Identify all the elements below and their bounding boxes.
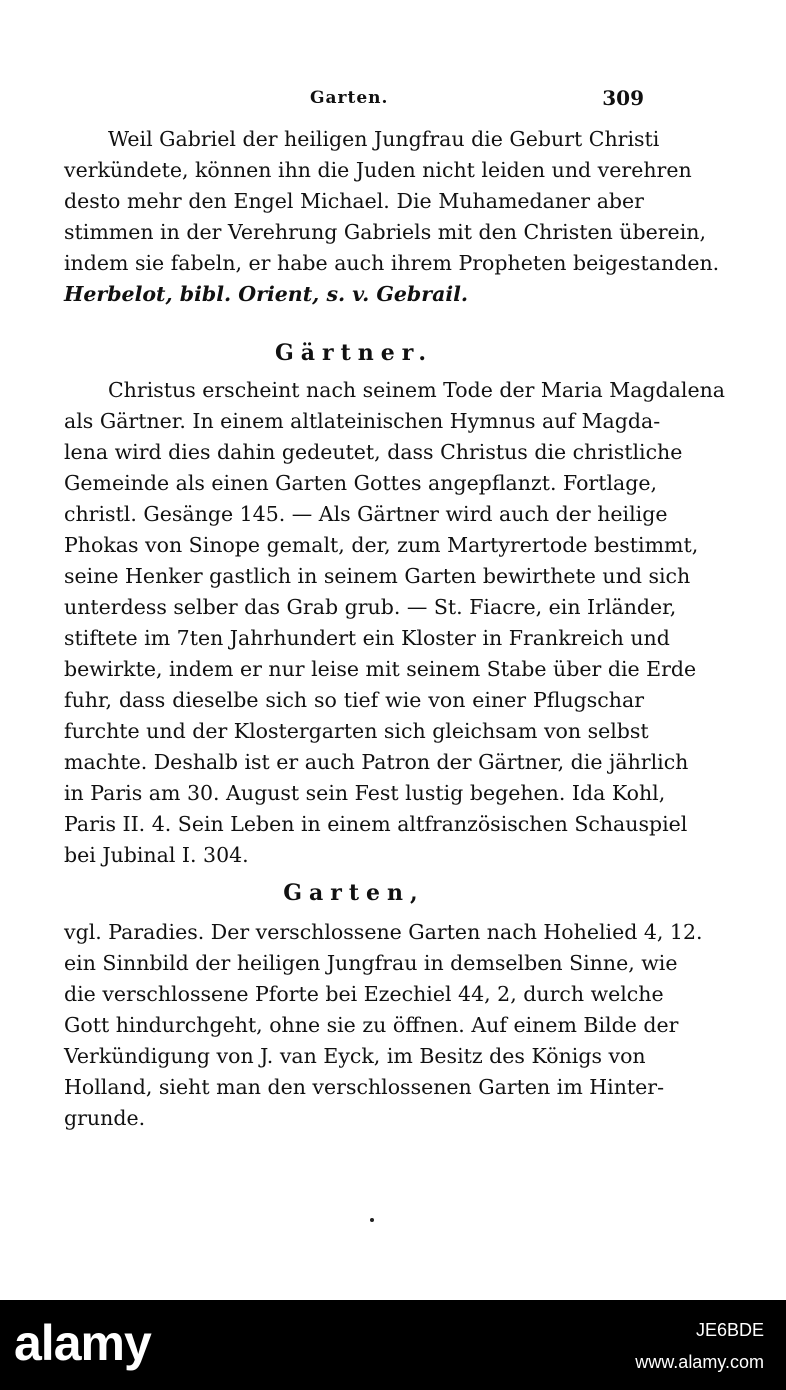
text-line: die verschlossene Pforte bei Ezechiel 44, 2, durch welche bbox=[64, 982, 664, 1006]
text-line: fuhr, dass dieselbe sich so tief wie von einer Pflugschar bbox=[64, 688, 644, 712]
stock-url: www.alamy.com bbox=[635, 1352, 764, 1372]
text-line: bei Jubinal I. 304. bbox=[64, 843, 249, 867]
text-line: desto mehr den Engel Michael. Die Muhamedaner aber bbox=[64, 189, 644, 213]
text-line: Gott hindurchgeht, ohne sie zu öffnen. Auf einem Bilde der bbox=[64, 1013, 679, 1037]
text-line: lena wird dies dahin gedeutet, dass Christus die christliche bbox=[64, 440, 683, 464]
text-line: verkündete, können ihn die Juden nicht leiden und verehren bbox=[64, 158, 692, 182]
print-speck bbox=[370, 1218, 374, 1222]
text-line: grunde. bbox=[64, 1106, 146, 1130]
intro-paragraph bbox=[64, 124, 720, 310]
text-line: unterdess selber das Grab grub. — St. Fiacre, ein Irländer, bbox=[64, 595, 677, 619]
text-line: Weil Gabriel der heiligen Jungfrau die Geburt Christi bbox=[108, 127, 660, 151]
section-heading-garten: Garten, bbox=[283, 880, 425, 906]
text-line: christl. Gesänge 145. — Als Gärtner wird auch der heilige bbox=[64, 502, 668, 526]
gaertner-paragraph bbox=[64, 375, 726, 871]
citation-line: Herbelot, bibl. Orient, s. v. Gebrail. bbox=[64, 282, 469, 306]
text-line: furchte und der Klostergarten sich gleichsam von selbst bbox=[64, 719, 649, 743]
stock-image-id: JE6BDE bbox=[695, 1320, 764, 1340]
text-line: Verkündigung von J. van Eyck, im Besitz des Königs von bbox=[64, 1044, 646, 1068]
text-line: indem sie fabeln, er habe auch ihrem Propheten beigestanden. bbox=[64, 251, 720, 275]
text-line: ein Sinnbild der heiligen Jungfrau in demselben Sinne, wie bbox=[64, 951, 678, 975]
text-line: stiftete im 7ten Jahrhundert ein Kloster in Frankreich und bbox=[64, 626, 670, 650]
text-line: Holland, sieht man den verschlossenen Garten im Hinter- bbox=[64, 1075, 665, 1099]
text-line: stimmen in der Verehrung Gabriels mit den Christen überein, bbox=[64, 220, 706, 244]
text-line: bewirkte, indem er nur leise mit seinem Stabe über die Erde bbox=[64, 657, 697, 681]
text-line: in Paris am 30. August sein Fest lustig begehen. Ida Kohl, bbox=[64, 781, 666, 805]
text-line: Paris II. 4. Sein Leben in einem altfranzösischen Schauspiel bbox=[64, 812, 688, 836]
text-line: Christus erscheint nach seinem Tode der Maria Magdalena bbox=[108, 378, 726, 402]
page-number: 309 bbox=[602, 86, 644, 110]
text-line: als Gärtner. In einem altlateinischen Hymnus auf Magda- bbox=[64, 409, 661, 433]
text-line: Phokas von Sinope gemalt, der, zum Martyrertode bestimmt, bbox=[64, 533, 699, 557]
text-line: machte. Deshalb ist er auch Patron der Gärtner, die jährlich bbox=[64, 750, 689, 774]
garten-paragraph bbox=[64, 917, 703, 1134]
running-title: Garten. bbox=[310, 88, 389, 108]
text-line: vgl. Paradies. Der verschlossene Garten nach Hohelied 4, 12. bbox=[64, 920, 703, 944]
stock-logo: alamy bbox=[14, 1315, 151, 1371]
stock-watermark-bar bbox=[0, 1300, 786, 1390]
running-head bbox=[64, 88, 644, 112]
text-line: Gemeinde als einen Garten Gottes angepflanzt. Fortlage, bbox=[64, 471, 658, 495]
section-heading-gaertner: Gärtner. bbox=[274, 340, 434, 366]
text-line: seine Henker gastlich in seinem Garten bewirthete und sich bbox=[64, 564, 691, 588]
